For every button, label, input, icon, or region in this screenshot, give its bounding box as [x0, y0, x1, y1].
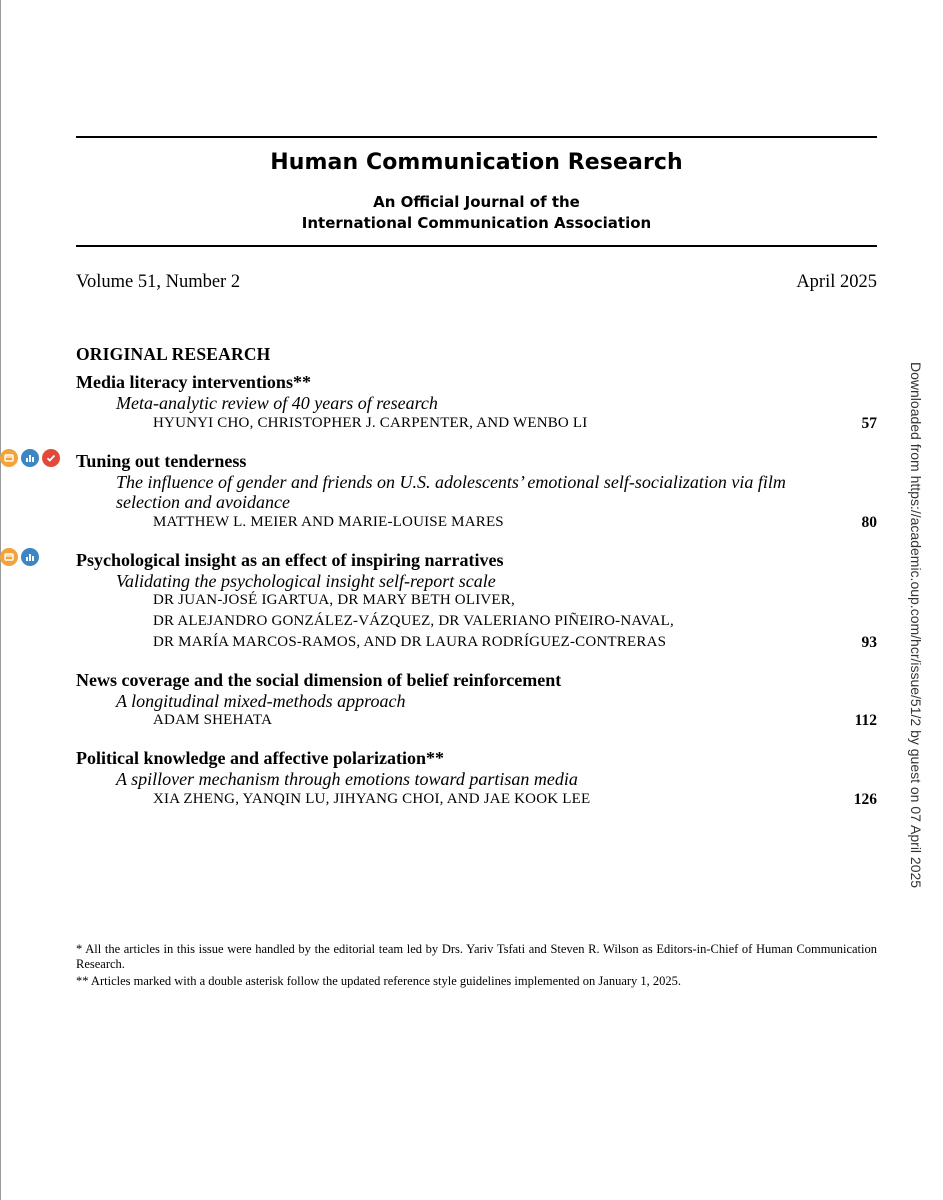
masthead-top-rule: [76, 136, 877, 138]
article-badges: [0, 548, 39, 566]
section-heading: ORIGINAL RESEARCH: [76, 344, 271, 364]
article-title[interactable]: News coverage and the social dimension of belief reinforcement: [76, 670, 562, 690]
article-subtitle: Meta-analytic review of 40 years of research: [116, 393, 438, 413]
issue-date: April 2025: [796, 272, 877, 292]
footnote-double-asterisk: ** Articles marked with a double asterisk follow the updated reference style guidelines implemented on January 1, 2025.: [76, 974, 682, 988]
open-data-badge-icon[interactable]: [21, 548, 39, 566]
footnote-single-asterisk: * All the articles in this issue were handled by the editorial team led by Drs. Yariv Tsfati and Steven R. Wilson as Editors-in-Chief of Human Communication Research.: [76, 942, 877, 971]
article-title[interactable]: Psychological insight as an effect of inspiring narratives: [76, 550, 504, 570]
article-subtitle: selection and avoidance: [116, 492, 290, 512]
article-title[interactable]: Tuning out tenderness: [76, 451, 247, 471]
masthead-bottom-rule: [76, 245, 877, 247]
article-title[interactable]: Political knowledge and affective polarization**: [76, 748, 444, 768]
article-authors: HYUNYI CHO, CHRISTOPHER J. CARPENTER, AND WENBO LI: [153, 415, 588, 431]
article-authors: ADAM SHEHATA: [153, 712, 273, 728]
article-authors: MATTHEW L. MEIER AND MARIE-LOUISE MARES: [153, 514, 504, 530]
download-notice: Downloaded from https://academic.oup.com/hcr/issue/51/2 by guest on 07 April 2025: [908, 362, 924, 889]
article-subtitle: A spillover mechanism through emotions toward partisan media: [116, 769, 578, 789]
article-authors: XIA ZHENG, YANQIN LU, JIHYANG CHOI, AND JAE KOOK LEE: [153, 791, 591, 807]
article-page-number: 57: [861, 415, 877, 432]
open-materials-badge-icon[interactable]: [0, 449, 18, 467]
open-data-badge-icon[interactable]: [21, 449, 39, 467]
page-left-edge: [0, 0, 1, 1200]
article-page-number: 112: [854, 712, 877, 729]
article-page-number: 126: [853, 791, 877, 808]
article-subtitle: The influence of gender and friends on U.S. adolescents’ emotional self-socialization via film: [116, 472, 786, 492]
preregistered-badge-icon[interactable]: [42, 449, 60, 467]
article-subtitle: A longitudinal mixed-methods approach: [116, 691, 406, 711]
article-badges: [0, 449, 60, 467]
volume-number: Volume 51, Number 2: [76, 272, 241, 292]
journal-subtitle-line1: An Official Journal of the: [373, 193, 580, 211]
journal-subtitle-line2: International Communication Association: [301, 214, 652, 232]
article-authors: DR JUAN-JOSÉ IGARTUA, DR MARY BETH OLIVER,: [153, 592, 515, 608]
journal-title: Human Communication Research: [270, 150, 683, 175]
article-authors: DR ALEJANDRO GONZÁLEZ-VÁZQUEZ, DR VALERIANO PIÑEIRO-NAVAL,: [153, 613, 674, 629]
article-page-number: 93: [861, 634, 877, 651]
article-subtitle: Validating the psychological insight self-report scale: [116, 571, 496, 591]
article-page-number: 80: [861, 514, 877, 531]
open-materials-badge-icon[interactable]: [0, 548, 18, 566]
article-authors: DR MARÍA MARCOS-RAMOS, AND DR LAURA RODRÍGUEZ-CONTRERAS: [153, 634, 667, 650]
article-title[interactable]: Media literacy interventions**: [76, 372, 311, 392]
